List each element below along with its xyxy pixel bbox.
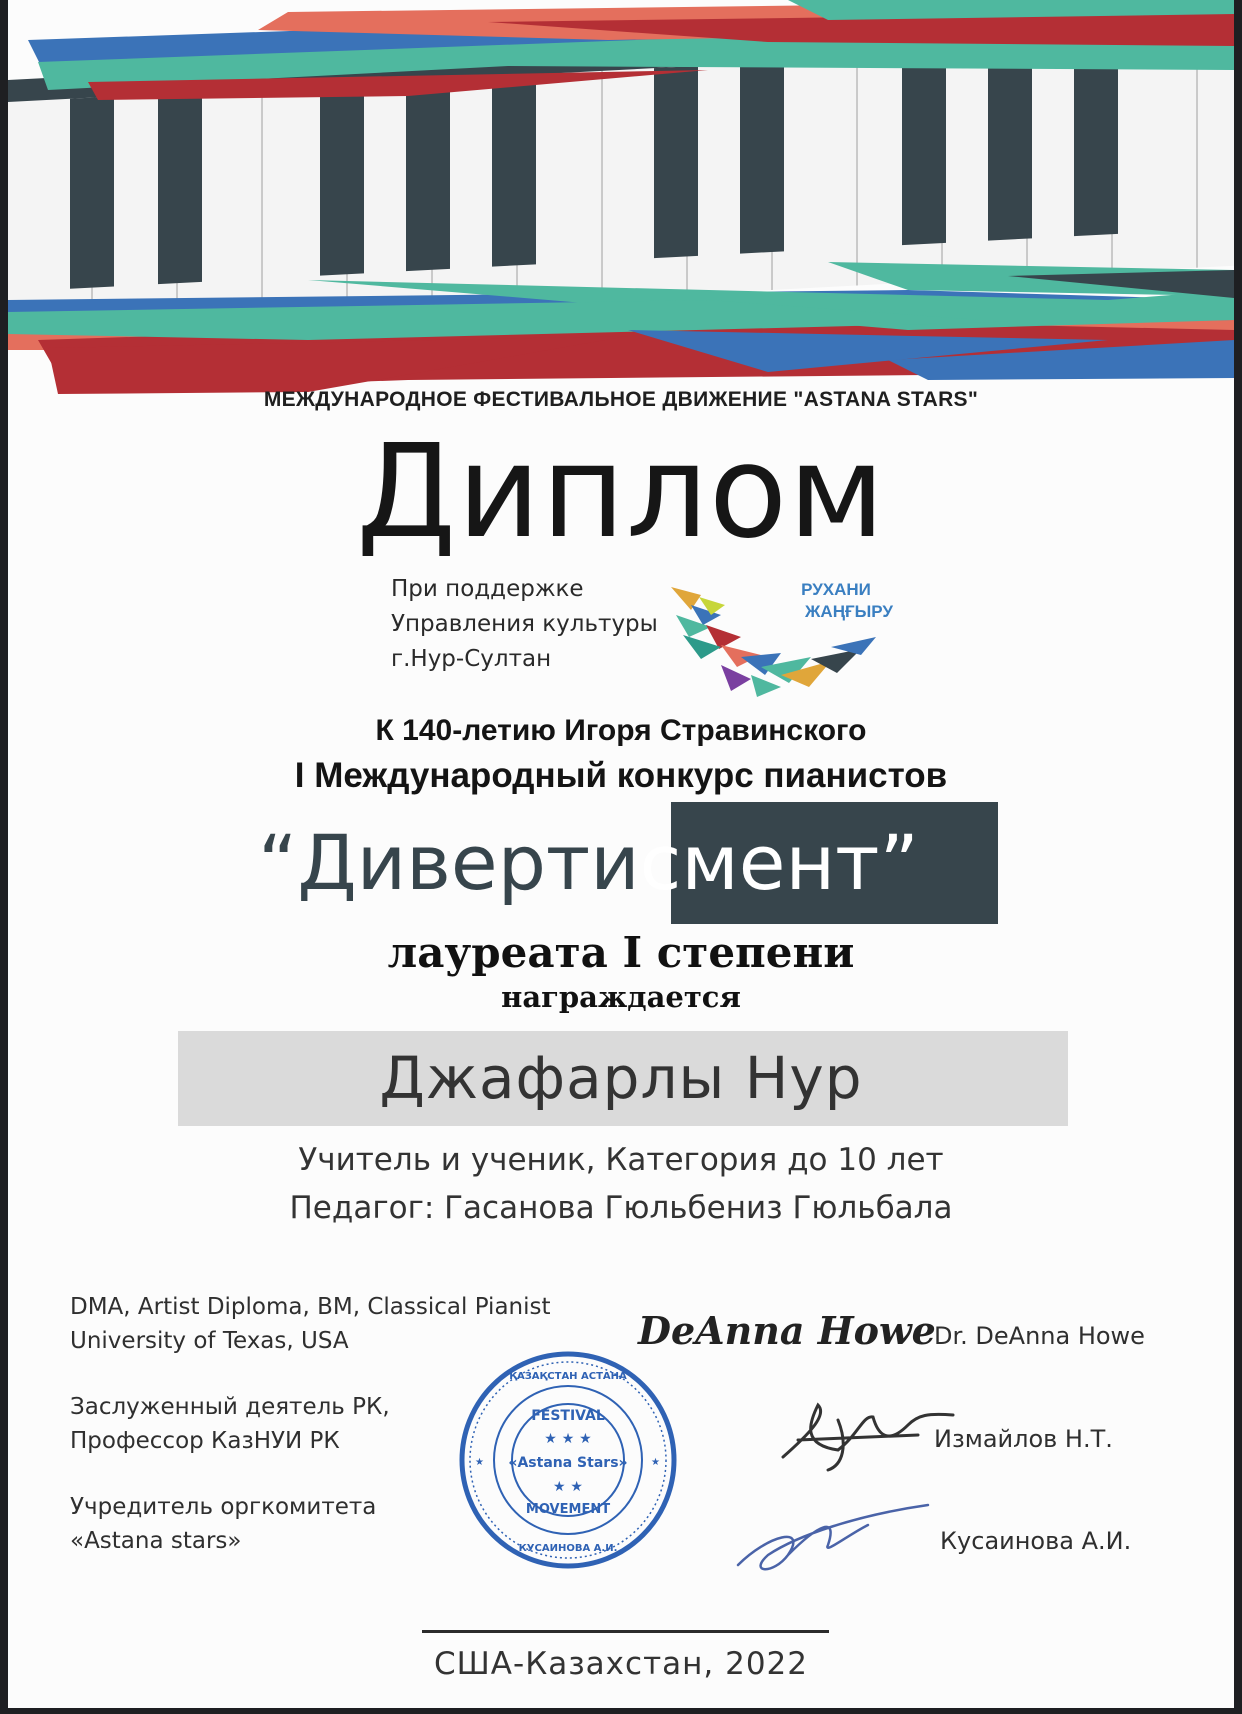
competition-name (258, 802, 998, 924)
svg-text:★: ★ (475, 1457, 484, 1468)
logo-text-line2: ЖАҢҒЫРУ (805, 602, 893, 621)
credential-line: Учредитель оргкомитета (70, 1494, 377, 1520)
support-line: При поддержке (391, 576, 584, 602)
logo-text-line1: РУХАНИ (801, 580, 871, 599)
svg-text:★: ★ (651, 1457, 660, 1468)
signature-izmailov (778, 1395, 958, 1475)
svg-text:MOVEMENT: MOVEMENT (525, 1502, 611, 1517)
footer-divider (422, 1630, 829, 1633)
credential-line: University of Texas, USA (70, 1328, 349, 1354)
credential-line: DMA, Artist Diploma, BM, Classical Pianist (70, 1294, 551, 1320)
support-text (391, 572, 681, 677)
signature-kusainova (728, 1495, 948, 1585)
festival-stamp-seal (453, 1345, 683, 1575)
category-text: Учитель и ученик, Категория до 10 лет (298, 1142, 944, 1178)
svg-text:«Astana Stars»: «Astana Stars» (508, 1455, 628, 1471)
svg-text:КУСАИНОВА А.И.: КУСАИНОВА А.И. (518, 1543, 618, 1554)
award-degree: лауреата I степени (387, 928, 855, 977)
signatory-name: Измайлов Н.Т. (934, 1425, 1113, 1453)
support-line: г.Нур-Султан (391, 646, 552, 672)
diploma-page (8, 0, 1234, 1708)
recipient-name: Джафарлы Нур (379, 1044, 863, 1112)
competition-line: I Международный конкурс пианистов (294, 756, 948, 795)
rukhani-zhangyru-logo (661, 575, 921, 705)
signatory-name: Dr. DeAnna Howe (934, 1322, 1145, 1350)
competition-name-part1: “Диверти (258, 818, 640, 907)
svg-text:ҚАЗАҚСТАН АСТАНА: ҚАЗАҚСТАН АСТАНА (509, 1371, 627, 1382)
competition-name-part2: смент” (639, 818, 919, 907)
svg-text:★ ★ ★: ★ ★ ★ (544, 1431, 592, 1447)
footer-text: США-Казахстан, 2022 (434, 1646, 808, 1682)
diploma-title: Диплом (356, 418, 886, 567)
signatory-name: Кусаинова А.И. (940, 1527, 1132, 1555)
credential-line: «Astana stars» (70, 1528, 242, 1554)
anniversary-line: К 140-летию Игоря Стравинского (375, 714, 867, 747)
support-line: Управления культуры (391, 611, 658, 637)
svg-text:★ ★: ★ ★ (553, 1479, 583, 1495)
competition-name-block (258, 802, 998, 924)
organization-title: МЕЖДУНАРОДНОЕ ФЕСТИВАЛЬНОЕ ДВИЖЕНИЕ "ASTANA STARS" (263, 388, 979, 411)
awarded-text: награждается (501, 980, 741, 1014)
svg-text:FESTIVAL: FESTIVAL (531, 1408, 605, 1424)
credential-line: Профессор КазНУИ РК (70, 1428, 340, 1454)
signature-howe: DeAnna Howe (638, 1308, 936, 1353)
credential-line: Заслуженный деятель РК, (70, 1394, 390, 1420)
piano-keyboard-banner (8, 0, 1234, 400)
teacher-text: Педагог: Гасанова Гюльбениз Гюльбала (289, 1190, 953, 1226)
